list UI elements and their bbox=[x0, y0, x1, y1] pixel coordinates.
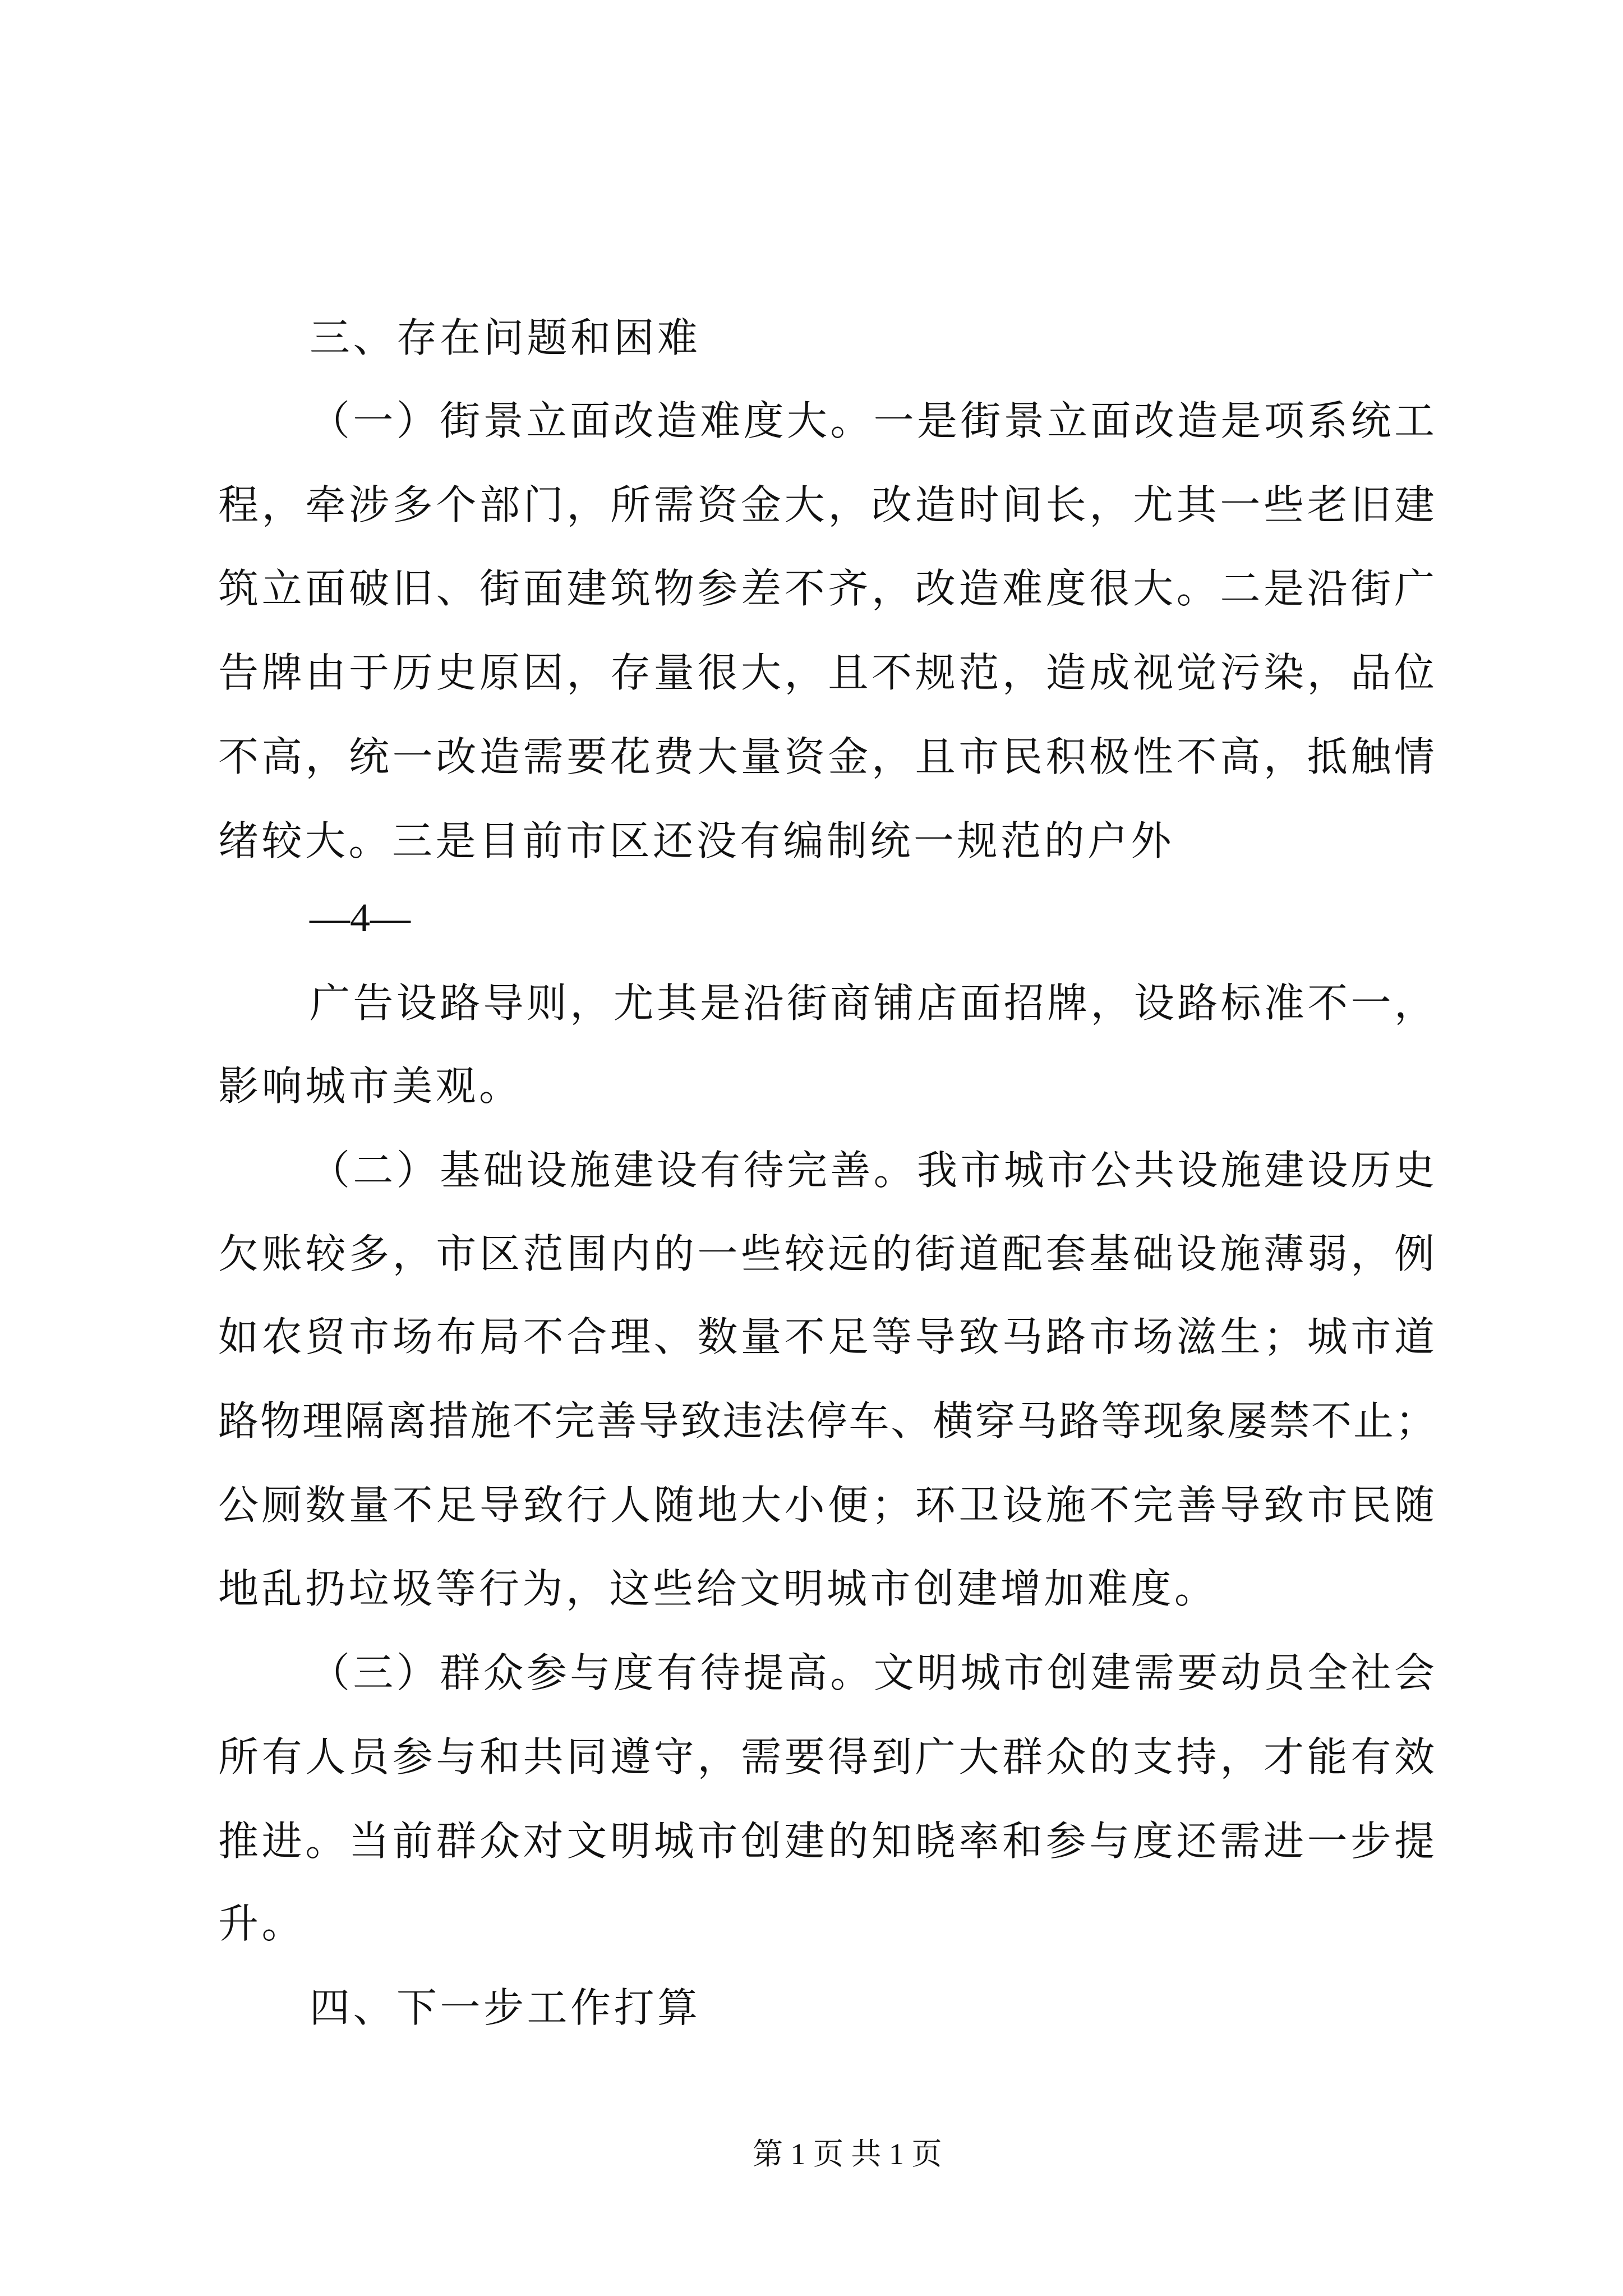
paragraph-line: 筑立面破旧、街面建筑物参差不齐，改造难度很大。二是沿街广 bbox=[218, 565, 1436, 612]
paragraph-line: 地乱扔垃圾等行为，这些给文明城市创建增加难度。 bbox=[218, 1565, 1218, 1612]
section-heading-next-steps: 四、下一步工作打算 bbox=[310, 1984, 701, 2031]
page-footer: 第 1 页 共 1 页 bbox=[753, 2137, 942, 2171]
paragraph-line: 影响城市美观。 bbox=[218, 1062, 523, 1110]
paragraph-line: 绪较大。三是目前市区还没有编制统一规范的户外 bbox=[218, 817, 1175, 864]
paragraph-line: 路物理隔离措施不完善导致违法停车、横穿马路等现象屡禁不止； bbox=[218, 1397, 1436, 1444]
paragraph-line: 不高，统一改造需要花费大量资金，且市民积极性不高，抵触情 bbox=[218, 733, 1436, 780]
paragraph-line: （三）群众参与度有待提高。文明城市创建需要动员全社会 bbox=[310, 1649, 1436, 1696]
paragraph-line: 公厕数量不足导致行人随地大小便；环卫设施不完善导致市民随 bbox=[218, 1481, 1436, 1529]
section-heading-problems: 三、存在问题和困难 bbox=[310, 314, 701, 361]
paragraph-line: 所有人员参与和共同遵守，需要得到广大群众的支持，才能有效 bbox=[218, 1733, 1436, 1780]
paragraph-line: 告牌由于历史原因，存量很大，且不规范，造成视觉污染，品位 bbox=[218, 649, 1436, 696]
paragraph-line: 欠账较多，市区范围内的一些较远的街道配套基础设施薄弱，例 bbox=[218, 1230, 1436, 1277]
paragraph-line: （二）基础设施建设有待完善。我市城市公共设施建设历史 bbox=[310, 1147, 1436, 1194]
paragraph-line: 程，牵涉多个部门，所需资金大，改造时间长，尤其一些老旧建 bbox=[218, 481, 1436, 528]
paragraph-line: 如农贸市场布局不合理、数量不足等导致马路市场滋生；城市道 bbox=[218, 1313, 1436, 1360]
paragraph-line: 升。 bbox=[218, 1900, 306, 1947]
page-number-marker: —4— bbox=[310, 895, 411, 940]
paragraph-line: （一）街景立面改造难度大。一是街景立面改造是项系统工 bbox=[310, 397, 1436, 444]
paragraph-line: 广告设路导则，尤其是沿街商铺店面招牌，设路标准不一， bbox=[310, 979, 1436, 1027]
paragraph-line: 推进。当前群众对文明城市创建的知晓率和参与度还需进一步提 bbox=[218, 1818, 1436, 1865]
